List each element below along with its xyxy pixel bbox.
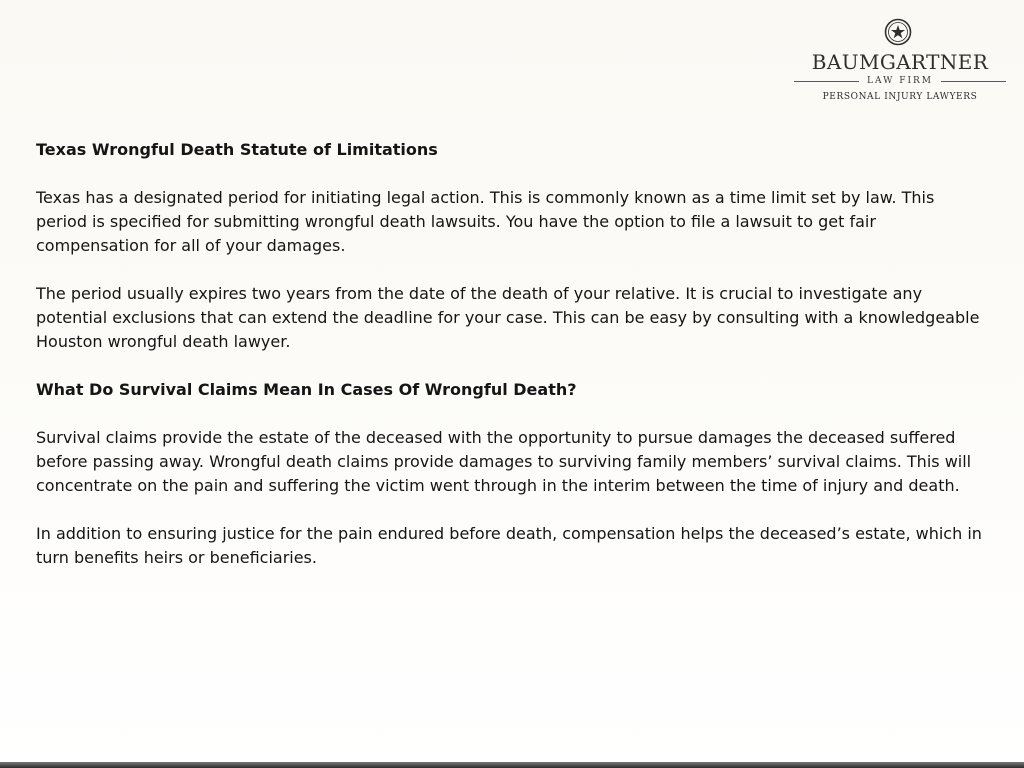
logo-divider-left	[794, 81, 859, 82]
paragraph-designated-period: Texas has a designated period for initiating legal action. This is commonly known as a time limit set by law. This period is specified for submitting wrongful death lawsuits. You have the option to file a lawsuit to get fair compensation for all of your damages.	[36, 188, 935, 255]
firm-logo	[790, 14, 1010, 106]
logo-divider-right	[941, 81, 1006, 82]
bottom-border-bar	[0, 762, 1024, 768]
section-heading-survival-claims: What Do Survival Claims Mean In Cases Of Wrongful Death?	[36, 380, 577, 399]
section-heading-statute: Texas Wrongful Death Statute of Limitations	[36, 140, 438, 159]
article-body	[36, 138, 988, 570]
logo-subtitle: LAW FIRM	[867, 76, 934, 86]
paragraph-two-years: The period usually expires two years from the date of the death of your relative. It is crucial to investigate any potential exclusions that can extend the deadline for your case. This can be easy by consulting with a knowledgeable Houston wrongful death lawyer.	[36, 284, 980, 351]
paragraph-compensation: In addition to ensuring justice for the pain endured before death, compensation helps the deceased’s estate, which in turn benefits heirs or beneficiaries.	[36, 524, 982, 567]
paragraph-survival-claims: Survival claims provide the estate of the deceased with the opportunity to pursue damages the deceased suffered before passing away. Wrongful death claims provide damages to surviving family members’ survival claims. This will concentrate on the pain and suffering the victim went through in the interim between the time of injury and death.	[36, 428, 972, 495]
logo-firm-name: BAUMGARTNER	[811, 50, 989, 74]
logo-subtitle-row	[794, 74, 1006, 88]
star-emblem-icon	[884, 18, 912, 46]
logo-tagline: PERSONAL INJURY LAWYERS	[822, 92, 978, 102]
